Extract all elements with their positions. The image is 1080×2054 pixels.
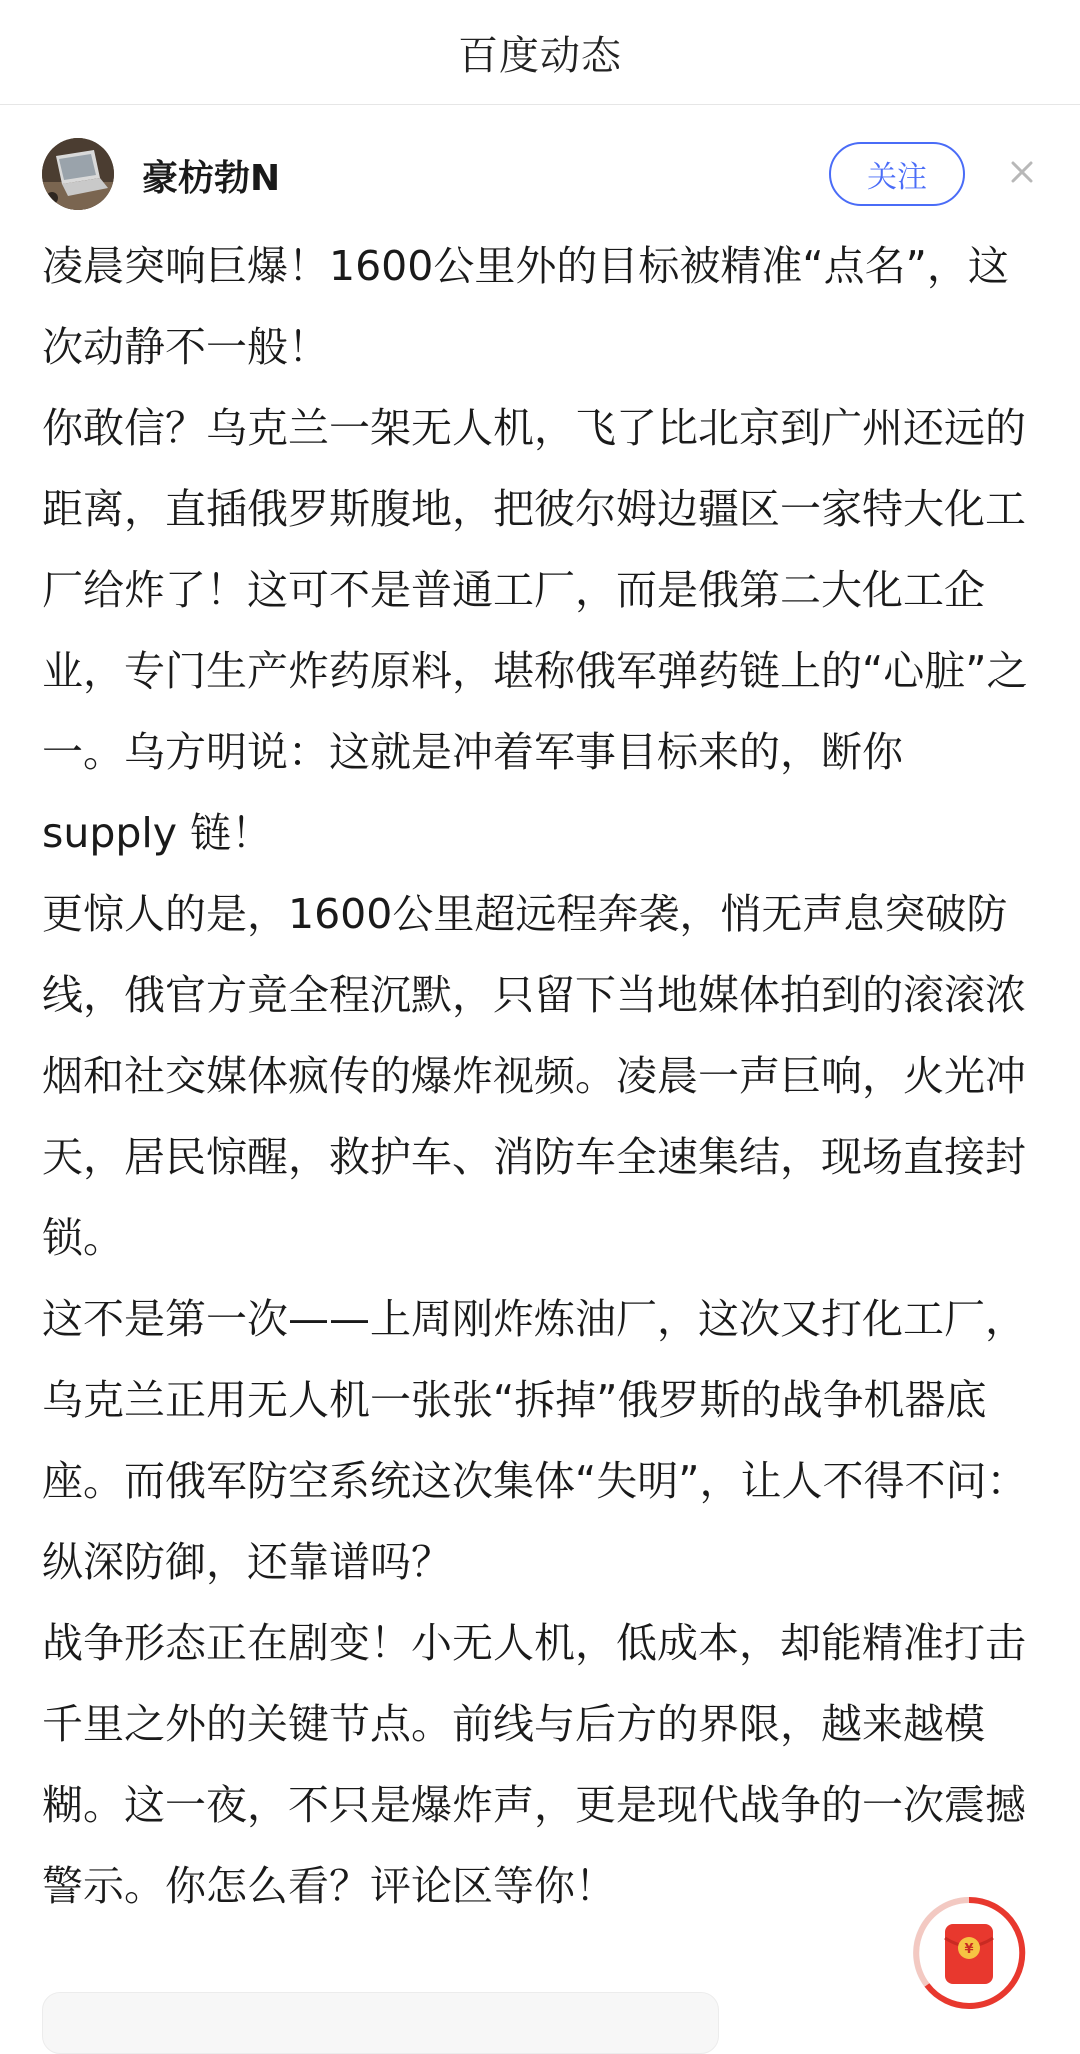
red-packet-button[interactable] <box>910 1894 1028 2012</box>
author-name[interactable]: 豪枋勃N <box>142 158 281 199</box>
attached-media-card[interactable] <box>42 1992 719 2054</box>
article-body <box>42 226 1042 1927</box>
article-paragraph: 凌晨突响巨爆！1600公里外的目标被精准“点名”，这次动静不一般！ <box>42 242 1009 371</box>
red-packet-icon <box>910 1894 1028 2012</box>
follow-button[interactable]: 关注 <box>829 142 965 206</box>
page-title: 百度动态 <box>458 32 622 79</box>
svg-text:¥: ¥ <box>964 1942 974 1957</box>
close-icon[interactable] <box>1004 154 1040 190</box>
article-paragraph: 这不是第一次——上周刚炸炼油厂，这次又打化工厂，乌克兰正用无人机一张张“拆掉”俄罗斯的战争机器底座。而俄军防空系统这次集体“失明”，让人不得不问：纵深防御，还靠谱吗？ <box>42 1295 1028 1586</box>
article-paragraph: 你敢信？乌克兰一架无人机，飞了比北京到广州还远的距离，直插俄罗斯腹地，把彼尔姆边疆区一家特大化工厂给炸了！这可不是普通工厂，而是俄第二大化工企业，专门生产炸药原料，堪称俄军弹药链上的“心脏”之一。乌方明说：这就是冲着军事目标来的，断你 supply 链！ <box>42 404 1028 857</box>
article-paragraph: 更惊人的是，1600公里超远程奔袭，悄无声息突破防线，俄官方竟全程沉默，只留下当地媒体拍到的滚滚浓烟和社交媒体疯传的爆炸视频。凌晨一声巨响，火光冲天，居民惊醒，救护车、消防车全速集结，现场直接封锁。 <box>42 890 1026 1262</box>
avatar-laptop-photo-icon <box>42 138 114 210</box>
author-avatar[interactable] <box>42 138 114 210</box>
article-paragraph: 战争形态正在剧变！小无人机，低成本，却能精准打击千里之外的关键节点。前线与后方的界限，越来越模糊。这一夜，不只是爆炸声，更是现代战争的一次震撼警示。你怎么看？评论区等你！ <box>42 1619 1026 1910</box>
top-bar <box>0 0 1080 105</box>
